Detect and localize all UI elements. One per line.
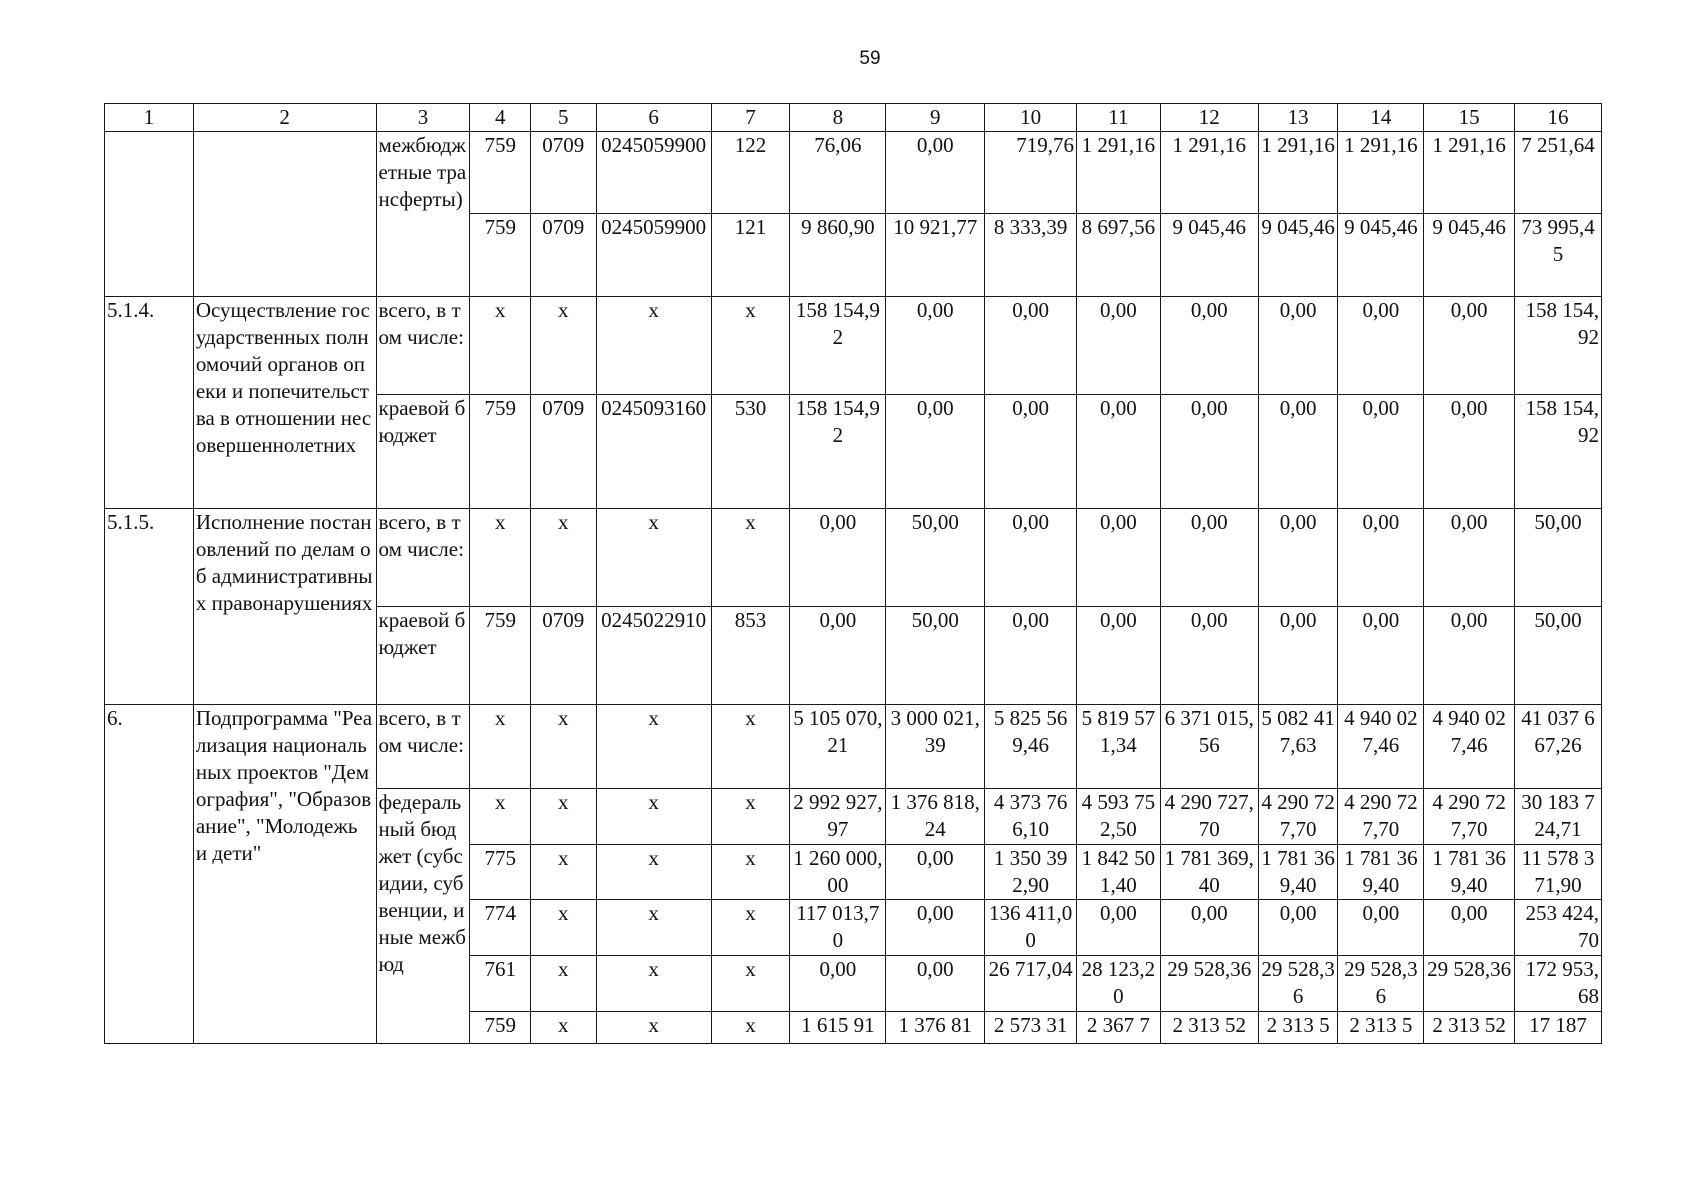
cell-c5: 0709 bbox=[530, 395, 596, 509]
cell-c12: 0,00 bbox=[1160, 395, 1258, 509]
item-number: 6. bbox=[105, 705, 194, 1044]
cell-c15: 29 528,36 bbox=[1424, 956, 1515, 1012]
cell-c15: 0,00 bbox=[1424, 297, 1515, 395]
column-header: 10 bbox=[985, 104, 1077, 132]
cell-c7: х bbox=[711, 789, 790, 845]
cell-c16: 7 251,64 bbox=[1515, 132, 1602, 214]
column-header: 5 bbox=[530, 104, 596, 132]
cell-c15: 0,00 bbox=[1424, 900, 1515, 956]
cell-c8: 5 105 070,21 bbox=[790, 705, 886, 789]
cell-c15: 4 940 027,46 bbox=[1424, 705, 1515, 789]
cell-c10: 719,76 bbox=[985, 132, 1077, 214]
cell-c11: 0,00 bbox=[1077, 395, 1161, 509]
column-header: 3 bbox=[376, 104, 470, 132]
cell-c11: 0,00 bbox=[1077, 509, 1161, 607]
column-header: 1 bbox=[105, 104, 194, 132]
cell-c4: 759 bbox=[470, 132, 531, 214]
cell-c15: 2 313 52 bbox=[1424, 1012, 1515, 1044]
cell-c6: х bbox=[596, 845, 711, 900]
cell-c7: х bbox=[711, 509, 790, 607]
cell-c8: 0,00 bbox=[790, 509, 886, 607]
cell-c5: 0709 bbox=[530, 214, 596, 297]
cell-c16: 30 183 724,71 bbox=[1515, 789, 1602, 845]
cell-c5: 0709 bbox=[530, 132, 596, 214]
cell-c11: 5 819 571,34 bbox=[1077, 705, 1161, 789]
cell-c14: 0,00 bbox=[1338, 900, 1424, 956]
column-header: 9 bbox=[886, 104, 985, 132]
cell-c10: 136 411,00 bbox=[985, 900, 1077, 956]
cell-c14: 4 940 027,46 bbox=[1338, 705, 1424, 789]
cell-c4: х bbox=[470, 297, 531, 395]
cell-c4: 759 bbox=[470, 607, 531, 705]
item-name: Осуществление государственных полномочий органов опеки и попечительства в отношении несовершеннолетних bbox=[193, 297, 376, 509]
cell-c9: 50,00 bbox=[886, 509, 985, 607]
table-row bbox=[105, 509, 1602, 607]
cell-c10: 8 333,39 bbox=[985, 214, 1077, 297]
cell-c4: 759 bbox=[470, 214, 531, 297]
cell-c8: 117 013,70 bbox=[790, 900, 886, 956]
cell-c16: 73 995,45 bbox=[1515, 214, 1602, 297]
cell-c14: 1 781 369,40 bbox=[1338, 845, 1424, 900]
cell-c12: 0,00 bbox=[1160, 900, 1258, 956]
cell-c14: 0,00 bbox=[1338, 395, 1424, 509]
table-row bbox=[105, 705, 1602, 789]
cell-c13: 0,00 bbox=[1258, 607, 1338, 705]
page-number: 59 bbox=[859, 48, 881, 69]
cell-c12: 0,00 bbox=[1160, 297, 1258, 395]
column-header: 14 bbox=[1338, 104, 1424, 132]
cell-c11: 28 123,20 bbox=[1077, 956, 1161, 1012]
cell-c10: 0,00 bbox=[985, 607, 1077, 705]
item-number: 5.1.4. bbox=[105, 297, 194, 509]
cell-c12: 0,00 bbox=[1160, 509, 1258, 607]
cell-c10: 4 373 766,10 bbox=[985, 789, 1077, 845]
cell-c9: 0,00 bbox=[886, 132, 985, 214]
cell-c10: 1 350 392,90 bbox=[985, 845, 1077, 900]
cell-c8: 9 860,90 bbox=[790, 214, 886, 297]
cell-c5: х bbox=[530, 900, 596, 956]
cell-c13: 0,00 bbox=[1258, 900, 1338, 956]
cell-c6: х bbox=[596, 789, 711, 845]
funding-source: всего, в том числе: bbox=[376, 705, 470, 789]
column-header: 7 bbox=[711, 104, 790, 132]
cell-c12: 9 045,46 bbox=[1160, 214, 1258, 297]
cell-c16: 41 037 667,26 bbox=[1515, 705, 1602, 789]
cell-c13: 0,00 bbox=[1258, 395, 1338, 509]
cell-c16: 158 154,92 bbox=[1515, 297, 1602, 395]
cell-c5: 0709 bbox=[530, 607, 596, 705]
cell-c8: 2 992 927,97 bbox=[790, 789, 886, 845]
cell-c11: 1 842 501,40 bbox=[1077, 845, 1161, 900]
cell-c10: 5 825 569,46 bbox=[985, 705, 1077, 789]
cell-c13: 5 082 417,63 bbox=[1258, 705, 1338, 789]
cell-c16: 158 154,92 bbox=[1515, 395, 1602, 509]
cell-c15: 0,00 bbox=[1424, 395, 1515, 509]
cell-c7: х bbox=[711, 705, 790, 789]
cell-c12: 6 371 015,56 bbox=[1160, 705, 1258, 789]
cell-c4: 759 bbox=[470, 395, 531, 509]
cell-c13: 0,00 bbox=[1258, 297, 1338, 395]
column-header: 13 bbox=[1258, 104, 1338, 132]
budget-table bbox=[104, 103, 1602, 1044]
cell-c15: 0,00 bbox=[1424, 607, 1515, 705]
cell-c6: 0245093160 bbox=[596, 395, 711, 509]
funding-source: краевой бюджет bbox=[376, 395, 470, 509]
cell-c4: х bbox=[470, 705, 531, 789]
cell-c8: 0,00 bbox=[790, 607, 886, 705]
cell-c11: 2 367 7 bbox=[1077, 1012, 1161, 1044]
cell-c4: х bbox=[470, 509, 531, 607]
cell-c5: х bbox=[530, 705, 596, 789]
cell-c6: х bbox=[596, 956, 711, 1012]
cell-c5: х bbox=[530, 1012, 596, 1044]
cell-c11: 8 697,56 bbox=[1077, 214, 1161, 297]
cell-c9: 0,00 bbox=[886, 297, 985, 395]
cell-c9: 10 921,77 bbox=[886, 214, 985, 297]
cell-c14: 2 313 5 bbox=[1338, 1012, 1424, 1044]
cell-c9: 50,00 bbox=[886, 607, 985, 705]
cell-c7: 122 bbox=[711, 132, 790, 214]
column-header: 15 bbox=[1424, 104, 1515, 132]
cell-c6: х bbox=[596, 509, 711, 607]
cell-c16: 50,00 bbox=[1515, 509, 1602, 607]
item-name: Подпрограмма "Реализация национальных проектов "Демография", "Образование", "Молодежь и дети" bbox=[193, 705, 376, 1044]
cell-c12: 1 291,16 bbox=[1160, 132, 1258, 214]
cell-c6: 0245022910 bbox=[596, 607, 711, 705]
cell-c8: 158 154,92 bbox=[790, 395, 886, 509]
cell-c13: 1 781 369,40 bbox=[1258, 845, 1338, 900]
cell-c7: 530 bbox=[711, 395, 790, 509]
cell-c14: 29 528,36 bbox=[1338, 956, 1424, 1012]
cell-c16: 11 578 371,90 bbox=[1515, 845, 1602, 900]
cell-c6: 0245059900 bbox=[596, 214, 711, 297]
cell-c7: х bbox=[711, 845, 790, 900]
cell-c10: 26 717,04 bbox=[985, 956, 1077, 1012]
cell-c9: 0,00 bbox=[886, 845, 985, 900]
cell-c8: 158 154,92 bbox=[790, 297, 886, 395]
cell-c11: 0,00 bbox=[1077, 607, 1161, 705]
column-header: 2 bbox=[193, 104, 376, 132]
cell-c8: 1 260 000,00 bbox=[790, 845, 886, 900]
cell-c15: 1 291,16 bbox=[1424, 132, 1515, 214]
column-header: 8 bbox=[790, 104, 886, 132]
cell-c13: 2 313 5 bbox=[1258, 1012, 1338, 1044]
cell-c4: 761 bbox=[470, 956, 531, 1012]
cell-c16: 172 953,68 bbox=[1515, 956, 1602, 1012]
cell-c14: 1 291,16 bbox=[1338, 132, 1424, 214]
cell-c7: х bbox=[711, 1012, 790, 1044]
funding-source: всего, в том числе: bbox=[376, 297, 470, 395]
funding-source: межбюджетные трансферты) bbox=[376, 132, 470, 297]
cell-c12: 0,00 bbox=[1160, 607, 1258, 705]
cell-c11: 0,00 bbox=[1077, 297, 1161, 395]
cell-c9: 0,00 bbox=[886, 900, 985, 956]
column-header: 6 bbox=[596, 104, 711, 132]
cell-c15: 1 781 369,40 bbox=[1424, 845, 1515, 900]
cell-c6: х bbox=[596, 705, 711, 789]
column-header: 16 bbox=[1515, 104, 1602, 132]
cell-c11: 4 593 752,50 bbox=[1077, 789, 1161, 845]
cell-c12: 4 290 727,70 bbox=[1160, 789, 1258, 845]
cell-c10: 0,00 bbox=[985, 395, 1077, 509]
cell-c12: 29 528,36 bbox=[1160, 956, 1258, 1012]
cell-c9: 1 376 81 bbox=[886, 1012, 985, 1044]
cell-c8: 0,00 bbox=[790, 956, 886, 1012]
cell-c9: 0,00 bbox=[886, 395, 985, 509]
cell-c14: 0,00 bbox=[1338, 607, 1424, 705]
cell-c5: х bbox=[530, 297, 596, 395]
column-number-row bbox=[105, 104, 1602, 132]
cell-c9: 0,00 bbox=[886, 956, 985, 1012]
cell-c6: х bbox=[596, 297, 711, 395]
cell-c10: 2 573 31 bbox=[985, 1012, 1077, 1044]
cell-c5: х bbox=[530, 845, 596, 900]
cell-c10: 0,00 bbox=[985, 509, 1077, 607]
cell-c5: х bbox=[530, 956, 596, 1012]
cell-c7: 853 bbox=[711, 607, 790, 705]
cell-c15: 4 290 727,70 bbox=[1424, 789, 1515, 845]
cell-c5: х bbox=[530, 789, 596, 845]
cell-c8: 1 615 91 bbox=[790, 1012, 886, 1044]
table-row bbox=[105, 297, 1602, 395]
item-name: Исполнение постановлений по делам об административных правонарушениях bbox=[193, 509, 376, 705]
cell-c15: 0,00 bbox=[1424, 509, 1515, 607]
cell-c6: 0245059900 bbox=[596, 132, 711, 214]
cell-c14: 0,00 bbox=[1338, 297, 1424, 395]
cell-c4: 775 bbox=[470, 845, 531, 900]
cell-c4: х bbox=[470, 789, 531, 845]
cell-c15: 9 045,46 bbox=[1424, 214, 1515, 297]
cell-c13: 29 528,36 bbox=[1258, 956, 1338, 1012]
cell-c5: х bbox=[530, 509, 596, 607]
cell-c16: 17 187 bbox=[1515, 1012, 1602, 1044]
cell-c12: 2 313 52 bbox=[1160, 1012, 1258, 1044]
funding-source: федеральный бюджет (субсидии, субвенции, иные межбюд bbox=[376, 789, 470, 1044]
cell-c14: 0,00 bbox=[1338, 509, 1424, 607]
cell-c6: х bbox=[596, 1012, 711, 1044]
cell-number bbox=[105, 132, 194, 297]
column-header: 11 bbox=[1077, 104, 1161, 132]
cell-c4: 759 bbox=[470, 1012, 531, 1044]
cell-c13: 9 045,46 bbox=[1258, 214, 1338, 297]
cell-c7: х bbox=[711, 956, 790, 1012]
cell-c16: 253 424,70 bbox=[1515, 900, 1602, 956]
cell-c13: 1 291,16 bbox=[1258, 132, 1338, 214]
item-number: 5.1.5. bbox=[105, 509, 194, 705]
cell-c8: 76,06 bbox=[790, 132, 886, 214]
cell-c13: 0,00 bbox=[1258, 509, 1338, 607]
cell-c9: 1 376 818,24 bbox=[886, 789, 985, 845]
column-header: 12 bbox=[1160, 104, 1258, 132]
cell-c7: х bbox=[711, 900, 790, 956]
cell-c10: 0,00 bbox=[985, 297, 1077, 395]
cell-c12: 1 781 369,40 bbox=[1160, 845, 1258, 900]
cell-c4: 774 bbox=[470, 900, 531, 956]
cell-c9: 3 000 021,39 bbox=[886, 705, 985, 789]
cell-c13: 4 290 727,70 bbox=[1258, 789, 1338, 845]
cell-c7: х bbox=[711, 297, 790, 395]
cell-c16: 50,00 bbox=[1515, 607, 1602, 705]
funding-source: всего, в том числе: bbox=[376, 509, 470, 607]
column-header: 4 bbox=[470, 104, 531, 132]
cell-c11: 1 291,16 bbox=[1077, 132, 1161, 214]
cell-c14: 9 045,46 bbox=[1338, 214, 1424, 297]
funding-source: краевой бюджет bbox=[376, 607, 470, 705]
cell-c7: 121 bbox=[711, 214, 790, 297]
cell-c6: х bbox=[596, 900, 711, 956]
cell-c11: 0,00 bbox=[1077, 900, 1161, 956]
table-row bbox=[105, 132, 1602, 214]
cell-name bbox=[193, 132, 376, 297]
cell-c14: 4 290 727,70 bbox=[1338, 789, 1424, 845]
